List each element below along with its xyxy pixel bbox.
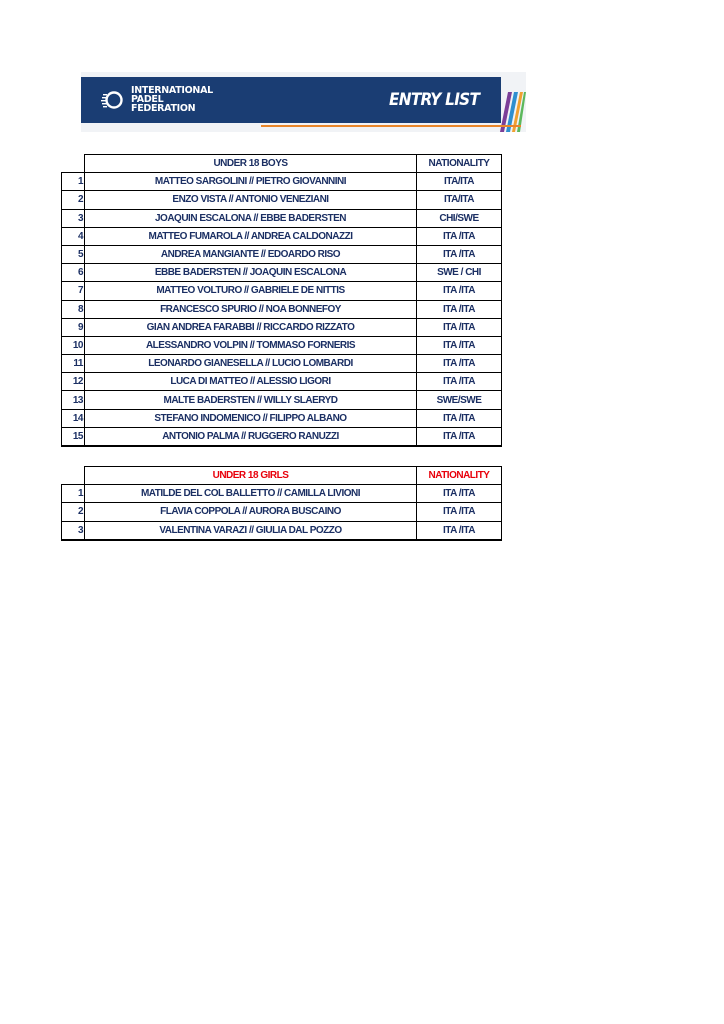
pair-nationality: ITA/ITA xyxy=(417,191,502,209)
pair-nationality: SWE/SWE xyxy=(417,391,502,409)
row-number: 14 xyxy=(62,409,85,427)
pair-names: LEONARDO GIANESELLA // LUCIO LOMBARDI xyxy=(85,355,417,373)
pair-nationality: ITA /ITA xyxy=(417,336,502,354)
table-row xyxy=(62,503,502,521)
row-number: 13 xyxy=(62,391,85,409)
pair-names: JOAQUIN ESCALONA // EBBE BADERSTEN xyxy=(85,209,417,227)
pair-names: ALESSANDRO VOLPIN // TOMMASO FORNERIS xyxy=(85,336,417,354)
pair-names: LUCA DI MATTEO // ALESSIO LIGORI xyxy=(85,373,417,391)
table-row xyxy=(62,209,502,227)
table-row xyxy=(62,191,502,209)
category-header: UNDER 18 GIRLS xyxy=(85,467,417,485)
pair-nationality: ITA /ITA xyxy=(417,318,502,336)
table-row xyxy=(62,409,502,427)
table-row xyxy=(62,427,502,446)
row-number: 12 xyxy=(62,373,85,391)
banner-bar xyxy=(81,77,501,123)
pair-names: MATTEO SARGOLINI // PIETRO GIOVANNINI xyxy=(85,173,417,191)
pair-names: ENZO VISTA // ANTONIO VENEZIANI xyxy=(85,191,417,209)
pair-nationality: ITA /ITA xyxy=(417,282,502,300)
pair-names: MALTE BADERSTEN // WILLY SLAERYD xyxy=(85,391,417,409)
pair-nationality: SWE / CHI xyxy=(417,264,502,282)
table-row xyxy=(62,355,502,373)
row-number: 2 xyxy=(62,191,85,209)
table-row xyxy=(62,373,502,391)
table-row xyxy=(62,300,502,318)
table-row xyxy=(62,264,502,282)
pair-names: FRANCESCO SPURIO // NOA BONNEFOY xyxy=(85,300,417,318)
table-row xyxy=(62,318,502,336)
pair-names: MATTEO VOLTURO // GABRIELE DE NITTIS xyxy=(85,282,417,300)
pair-nationality: ITA /ITA xyxy=(417,227,502,245)
row-number: 8 xyxy=(62,300,85,318)
row-number: 3 xyxy=(62,521,85,540)
pair-nationality: ITA /ITA xyxy=(417,355,502,373)
table-header-row xyxy=(62,467,502,485)
pair-nationality: ITA /ITA xyxy=(417,427,502,446)
category-header: UNDER 18 BOYS xyxy=(85,155,417,173)
pair-nationality: CHI/SWE xyxy=(417,209,502,227)
nationality-header: NATIONALITY xyxy=(417,467,502,485)
pair-nationality: ITA /ITA xyxy=(417,245,502,263)
accent-line xyxy=(261,125,521,127)
row-number: 3 xyxy=(62,209,85,227)
pair-names: ANDREA MANGIANTE // EDOARDO RISO xyxy=(85,245,417,263)
row-number: 15 xyxy=(62,427,85,446)
page-title: ENTRY LIST xyxy=(388,90,479,110)
pair-names: MATTEO FUMAROLA // ANDREA CALDONAZZI xyxy=(85,227,417,245)
row-number: 9 xyxy=(62,318,85,336)
padel-federation-logo-icon xyxy=(101,89,123,111)
entry-list-banner xyxy=(81,72,526,132)
row-number: 1 xyxy=(62,485,85,503)
pair-nationality: ITA/ITA xyxy=(417,173,502,191)
row-number: 7 xyxy=(62,282,85,300)
table-row xyxy=(62,245,502,263)
pair-names: GIAN ANDREA FARABBI // RICCARDO RIZZATO xyxy=(85,318,417,336)
row-number: 10 xyxy=(62,336,85,354)
table-row xyxy=(62,227,502,245)
table-row xyxy=(62,336,502,354)
pair-names: VALENTINA VARAZI // GIULIA DAL POZZO xyxy=(85,521,417,540)
pair-nationality: ITA /ITA xyxy=(417,300,502,318)
table-row xyxy=(62,173,502,191)
row-number: 4 xyxy=(62,227,85,245)
header-blank-cell xyxy=(62,467,85,485)
row-number: 11 xyxy=(62,355,85,373)
federation-name-line-3: FEDERATION xyxy=(131,103,196,114)
pair-names: STEFANO INDOMENICO // FILIPPO ALBANO xyxy=(85,409,417,427)
pair-nationality: ITA /ITA xyxy=(417,521,502,540)
table-header-row xyxy=(62,155,502,173)
nationality-header: NATIONALITY xyxy=(417,155,502,173)
pair-nationality: ITA /ITA xyxy=(417,485,502,503)
row-number: 2 xyxy=(62,503,85,521)
pair-nationality: ITA /ITA xyxy=(417,373,502,391)
row-number: 1 xyxy=(62,173,85,191)
pair-names: ANTONIO PALMA // RUGGERO RANUZZI xyxy=(85,427,417,446)
row-number: 5 xyxy=(62,245,85,263)
pair-names: FLAVIA COPPOLA // AURORA BUSCAINO xyxy=(85,503,417,521)
table-row xyxy=(62,282,502,300)
federation-name-line-1: INTERNATIONAL xyxy=(131,85,213,96)
pair-nationality: ITA /ITA xyxy=(417,503,502,521)
federation-name-line-2: PADEL xyxy=(131,94,164,105)
table-row xyxy=(62,521,502,540)
table-row xyxy=(62,391,502,409)
boys-entry-table xyxy=(61,154,502,447)
pair-names: MATILDE DEL COL BALLETTO // CAMILLA LIVIONI xyxy=(85,485,417,503)
federation-name xyxy=(131,86,213,113)
pair-names: EBBE BADERSTEN // JOAQUIN ESCALONA xyxy=(85,264,417,282)
header-blank-cell xyxy=(62,155,85,173)
girls-entry-table xyxy=(61,466,502,541)
table-row xyxy=(62,485,502,503)
pair-nationality: ITA /ITA xyxy=(417,409,502,427)
row-number: 6 xyxy=(62,264,85,282)
